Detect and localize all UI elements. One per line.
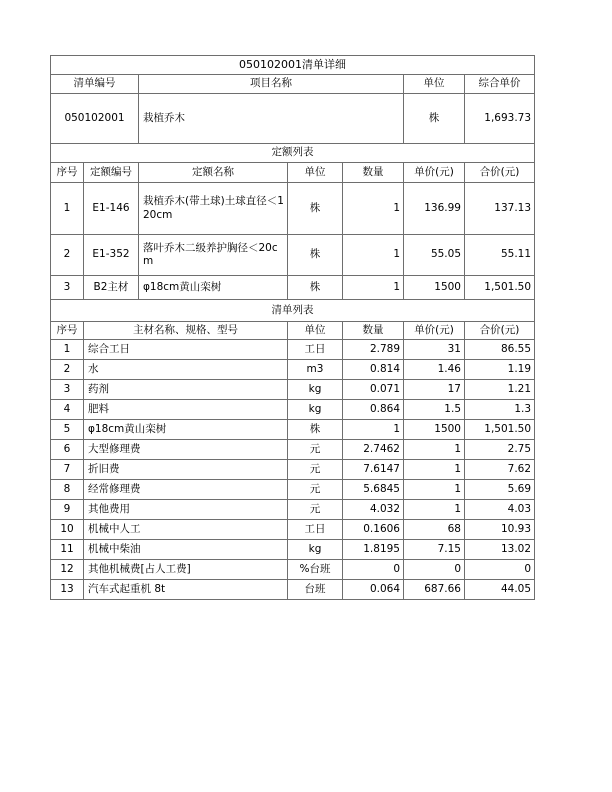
cell-quantity: 0.064 [343, 580, 404, 600]
column-header-quantity: 数量 [343, 163, 404, 183]
column-header-unit: 单位 [288, 163, 343, 183]
cell-quantity: 7.6147 [343, 460, 404, 480]
detail-header-row [51, 322, 535, 340]
cell-quota-name: 栽植乔木(带土球)土球直径＜120cm [139, 183, 288, 235]
column-header-unit-price: 单价(元) [404, 163, 465, 183]
cell-unit-price: 55.05 [404, 235, 465, 276]
cell-total-price: 0 [465, 560, 535, 580]
cell-unit-price: 1 [404, 460, 465, 480]
cell-unit: kg [288, 400, 343, 420]
cell-seq: 8 [51, 480, 84, 500]
cell-quota-name: φ18cm黄山栾树 [139, 276, 288, 300]
cell-total-price: 137.13 [465, 183, 535, 235]
table-row [51, 360, 535, 380]
cell-quota-name: 落叶乔木二级养护胸径＜20cm [139, 235, 288, 276]
column-header-unit: 单位 [288, 322, 343, 340]
cell-unit: 株 [288, 276, 343, 300]
cell-quantity: 0 [343, 560, 404, 580]
cell-quota-code: B2主材 [84, 276, 139, 300]
quota-section-row [51, 144, 535, 163]
cell-seq: 2 [51, 360, 84, 380]
cell-unit-price: 1.5 [404, 400, 465, 420]
cell-unit-price: 1.46 [404, 360, 465, 380]
column-header-seq: 序号 [51, 322, 84, 340]
table-row [51, 400, 535, 420]
cell-seq: 13 [51, 580, 84, 600]
cell-unit-price: 136.99 [404, 183, 465, 235]
cost-list-detail-document [50, 55, 534, 600]
cell-unit: 工日 [288, 340, 343, 360]
cell-quota-code: E1-352 [84, 235, 139, 276]
summary-data-row [51, 94, 535, 144]
cell-unit: 株 [288, 183, 343, 235]
cell-total-price: 5.69 [465, 480, 535, 500]
cell-material-name: 肥料 [84, 400, 288, 420]
cell-seq: 3 [51, 276, 84, 300]
column-header-item-name: 项目名称 [139, 75, 404, 94]
cell-total-price: 1.3 [465, 400, 535, 420]
cell-material-name: 经常修理费 [84, 480, 288, 500]
column-header-material-name: 主材名称、规格、型号 [84, 322, 288, 340]
table-row [51, 500, 535, 520]
cell-seq: 2 [51, 235, 84, 276]
column-header-unit: 单位 [404, 75, 465, 94]
cell-unit: 元 [288, 460, 343, 480]
cell-seq: 10 [51, 520, 84, 540]
cell-seq: 7 [51, 460, 84, 480]
cell-total-price: 13.02 [465, 540, 535, 560]
cell-quantity: 4.032 [343, 500, 404, 520]
cell-unit: m3 [288, 360, 343, 380]
cell-quantity: 1 [343, 420, 404, 440]
column-header-total-price: 合价(元) [465, 163, 535, 183]
cell-seq: 1 [51, 340, 84, 360]
table-row [51, 235, 535, 276]
cell-unit: 元 [288, 500, 343, 520]
cell-unit-price: 68 [404, 520, 465, 540]
cell-seq: 4 [51, 400, 84, 420]
cell-unit-price: 0 [404, 560, 465, 580]
cell-seq: 5 [51, 420, 84, 440]
table-row [51, 183, 535, 235]
table-row [51, 440, 535, 460]
cell-quantity: 1 [343, 183, 404, 235]
cell-unit-price: 1 [404, 440, 465, 460]
table-title-row [51, 56, 535, 75]
table-row [51, 276, 535, 300]
section-header-quota: 定额列表 [51, 144, 535, 163]
cell-seq: 1 [51, 183, 84, 235]
section-header-detail: 清单列表 [51, 300, 535, 322]
cell-quantity: 0.814 [343, 360, 404, 380]
cell-total-price: 2.75 [465, 440, 535, 460]
table-row [51, 380, 535, 400]
cell-unit: %台班 [288, 560, 343, 580]
column-header-composite-price: 综合单价 [465, 75, 535, 94]
cell-unit: kg [288, 380, 343, 400]
cell-unit: 台班 [288, 580, 343, 600]
cell-unit-price: 1500 [404, 420, 465, 440]
cell-seq: 3 [51, 380, 84, 400]
cell-composite-price: 1,693.73 [465, 94, 535, 144]
cell-quantity: 5.6845 [343, 480, 404, 500]
table-title: 050102001清单详细 [51, 56, 535, 75]
cell-quantity: 0.1606 [343, 520, 404, 540]
cell-total-price: 1,501.50 [465, 276, 535, 300]
cell-quota-code: E1-146 [84, 183, 139, 235]
cell-unit: 株 [404, 94, 465, 144]
cell-material-name: 综合工日 [84, 340, 288, 360]
table-row [51, 560, 535, 580]
table-row [51, 340, 535, 360]
cell-material-name: 机械中柴油 [84, 540, 288, 560]
cell-seq: 6 [51, 440, 84, 460]
table-row [51, 460, 535, 480]
cell-quantity: 1 [343, 276, 404, 300]
column-header-list-code: 清单编号 [51, 75, 139, 94]
cell-quantity: 2.7462 [343, 440, 404, 460]
detail-table [50, 55, 535, 600]
column-header-seq: 序号 [51, 163, 84, 183]
table-row [51, 540, 535, 560]
summary-header-row [51, 75, 535, 94]
cell-material-name: 其他费用 [84, 500, 288, 520]
cell-unit-price: 7.15 [404, 540, 465, 560]
cell-unit-price: 17 [404, 380, 465, 400]
cell-total-price: 10.93 [465, 520, 535, 540]
cell-seq: 9 [51, 500, 84, 520]
cell-unit: 株 [288, 235, 343, 276]
cell-unit-price: 1 [404, 500, 465, 520]
cell-material-name: 水 [84, 360, 288, 380]
cell-material-name: 机械中人工 [84, 520, 288, 540]
column-header-unit-price: 单价(元) [404, 322, 465, 340]
cell-total-price: 1.19 [465, 360, 535, 380]
cell-unit: kg [288, 540, 343, 560]
cell-unit: 工日 [288, 520, 343, 540]
cell-unit-price: 687.66 [404, 580, 465, 600]
table-row [51, 580, 535, 600]
cell-unit: 元 [288, 480, 343, 500]
cell-material-name: φ18cm黄山栾树 [84, 420, 288, 440]
table-row [51, 480, 535, 500]
cell-quantity: 2.789 [343, 340, 404, 360]
cell-material-name: 折旧费 [84, 460, 288, 480]
detail-section-row [51, 300, 535, 322]
cell-total-price: 86.55 [465, 340, 535, 360]
cell-unit-price: 31 [404, 340, 465, 360]
table-row [51, 520, 535, 540]
cell-quantity: 0.071 [343, 380, 404, 400]
cell-total-price: 1.21 [465, 380, 535, 400]
cell-total-price: 44.05 [465, 580, 535, 600]
cell-seq: 11 [51, 540, 84, 560]
cell-unit: 株 [288, 420, 343, 440]
cell-quantity: 0.864 [343, 400, 404, 420]
cell-list-code: 050102001 [51, 94, 139, 144]
cell-material-name: 药剂 [84, 380, 288, 400]
cell-quantity: 1 [343, 235, 404, 276]
column-header-quota-name: 定额名称 [139, 163, 288, 183]
cell-quantity: 1.8195 [343, 540, 404, 560]
cell-unit-price: 1500 [404, 276, 465, 300]
cell-item-name: 栽植乔木 [139, 94, 404, 144]
cell-material-name: 其他机械费[占人工费] [84, 560, 288, 580]
column-header-total-price: 合价(元) [465, 322, 535, 340]
cell-total-price: 1,501.50 [465, 420, 535, 440]
column-header-quota-code: 定额编号 [84, 163, 139, 183]
cell-total-price: 55.11 [465, 235, 535, 276]
cell-material-name: 大型修理费 [84, 440, 288, 460]
table-row [51, 420, 535, 440]
quota-header-row [51, 163, 535, 183]
cell-total-price: 7.62 [465, 460, 535, 480]
cell-unit: 元 [288, 440, 343, 460]
cell-total-price: 4.03 [465, 500, 535, 520]
cell-material-name: 汽车式起重机 8t [84, 580, 288, 600]
cell-seq: 12 [51, 560, 84, 580]
cell-unit-price: 1 [404, 480, 465, 500]
column-header-quantity: 数量 [343, 322, 404, 340]
